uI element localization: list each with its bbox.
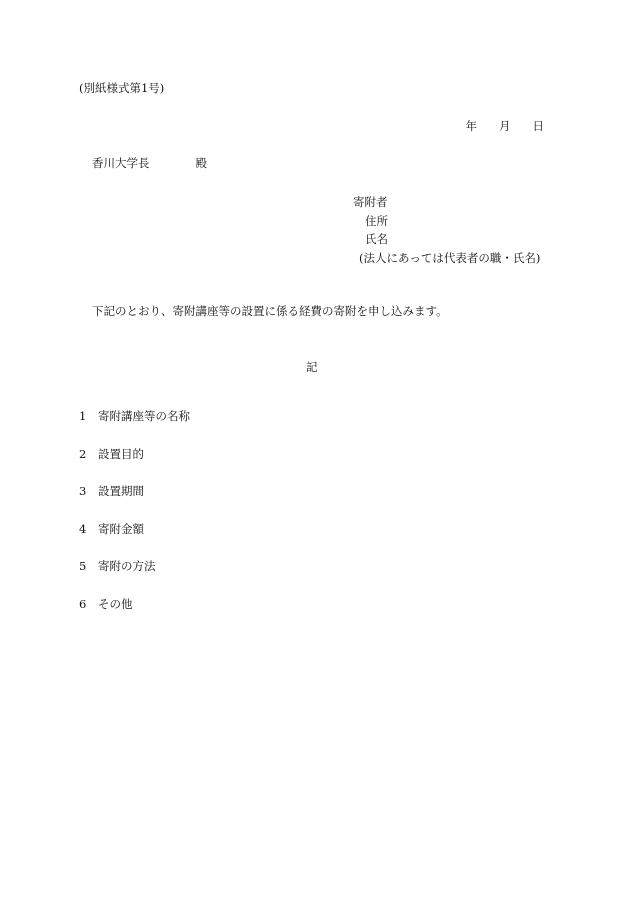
date-year: 年 — [465, 119, 477, 133]
item-label: 寄附講座等の名称 — [98, 409, 190, 423]
donor-address-label: 住所 — [365, 213, 388, 228]
list-item — [79, 586, 190, 624]
item-number: 6 — [79, 596, 87, 611]
item-number: 4 — [79, 521, 87, 536]
list-item — [79, 436, 190, 474]
item-number: 3 — [79, 484, 87, 499]
recipient-name: 香川大学長 — [92, 156, 150, 170]
body-text: 下記のとおり、寄附講座等の設置に係る経費の寄附を申し込みます。 — [92, 304, 448, 318]
list-item — [79, 511, 190, 549]
item-number: 5 — [79, 559, 87, 574]
list-item — [79, 473, 190, 511]
donor-note: (法人にあっては代表者の職・氏名) — [359, 250, 541, 265]
item-label: 設置期間 — [98, 484, 144, 499]
recipient-honorific: 殿 — [195, 156, 207, 170]
donor-block — [353, 193, 540, 267]
date-line — [466, 119, 545, 133]
list-item — [79, 548, 190, 586]
list-item — [79, 398, 190, 436]
item-label: 設置目的 — [98, 446, 144, 461]
item-number: 2 — [79, 446, 87, 461]
item-label: 寄附の方法 — [98, 559, 156, 574]
ki-label: 記 — [306, 360, 318, 374]
item-label: 寄附金額 — [98, 521, 144, 536]
item-label: その他 — [98, 596, 133, 611]
date-day: 日 — [532, 119, 544, 133]
date-month: 月 — [499, 119, 511, 133]
form-number: (別紙様式第1号) — [79, 81, 165, 95]
donor-name-label: 氏名 — [365, 232, 388, 246]
item-number: 1 — [79, 409, 87, 423]
item-list — [79, 398, 190, 624]
donor-heading: 寄附者 — [353, 195, 388, 209]
recipient-line — [92, 156, 207, 170]
